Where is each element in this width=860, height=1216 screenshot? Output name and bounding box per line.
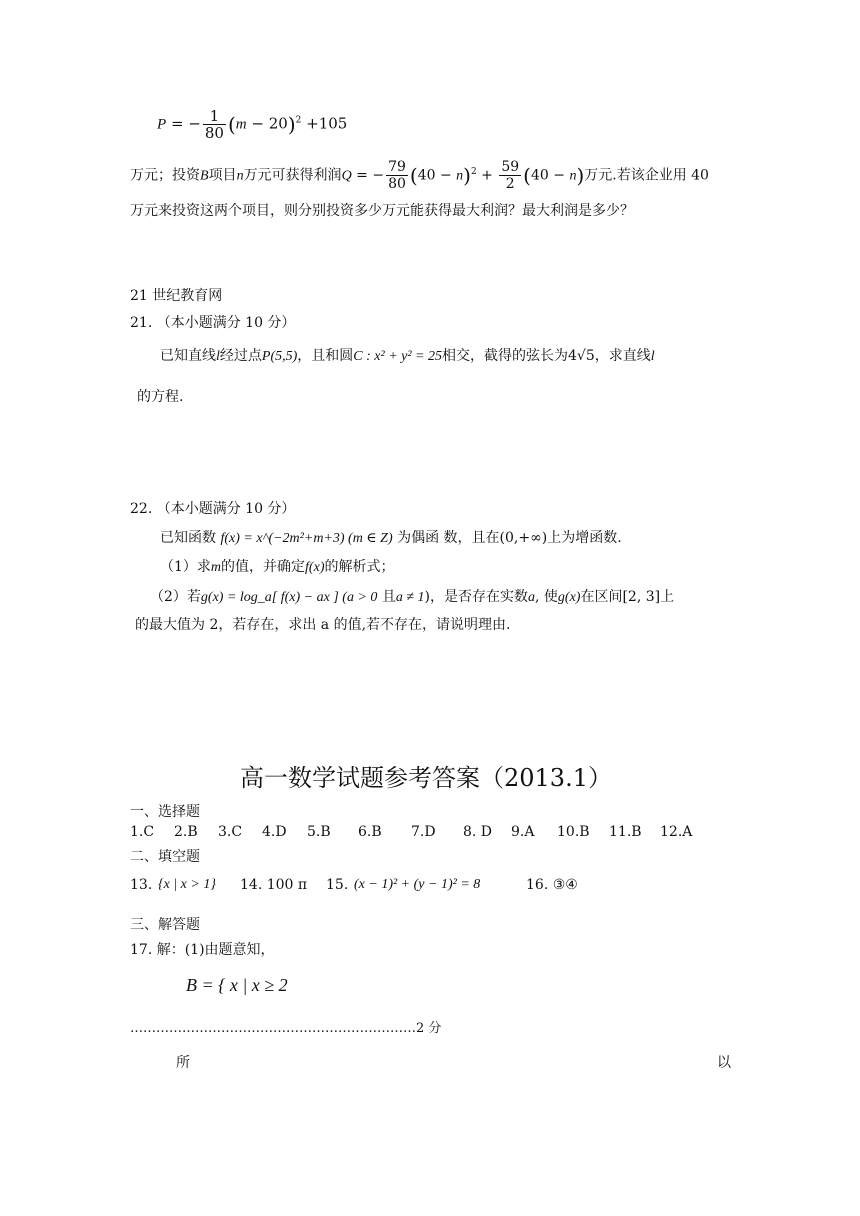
- choice-answer: 5.B: [307, 824, 331, 840]
- text: 项目: [208, 167, 237, 184]
- fill-answer-14: 14. 100 π: [240, 877, 308, 893]
- text: （2）若: [150, 589, 201, 605]
- choice-answer: 3.C: [218, 824, 243, 840]
- solution-17-intro: 17. 解：(1)由题意知，: [130, 942, 275, 958]
- text: 万元.若该企业用 40: [584, 167, 709, 184]
- text: （1）求: [160, 559, 211, 575]
- text: , 使: [535, 589, 558, 605]
- choice-answers: [0, 824, 860, 844]
- choice-answer: 10.B: [557, 824, 590, 840]
- gx-definition: g(x) = log_a[ f(x) − ax ] (a > 0: [200, 590, 378, 605]
- circle-equation: C : x² + y² = 25: [353, 349, 442, 364]
- choice-answer: 9.A: [511, 824, 535, 840]
- text: ，且和圆: [297, 348, 354, 364]
- text: 上为增函数.: [547, 530, 622, 546]
- problem22-header: 22. （本小题满分 10 分）: [130, 501, 296, 517]
- text: 经过点: [219, 348, 262, 364]
- score-dots: …………………………………………………………2 分: [130, 1021, 442, 1036]
- choice-answer: 1.C: [130, 824, 155, 840]
- interval: (0,+∞): [499, 530, 548, 546]
- fill-answer-16: 16. ③④: [526, 877, 578, 893]
- choice-answer: 8. D: [463, 824, 493, 840]
- fx: f(x): [305, 560, 325, 575]
- choice-answer: 2.B: [174, 824, 198, 840]
- var-l: l: [650, 349, 655, 364]
- answers-title: 高一数学试题参考答案（2013.1）: [240, 764, 612, 792]
- set-b: B = { x | x ≥ 2: [186, 975, 288, 995]
- function-f: f(x) = x^(−2m²+m+3) (m ∈ Z): [220, 531, 393, 546]
- problem21-line2: 的方程.: [137, 389, 184, 405]
- problem20-line3: 万元来投资这两个项目，则分别投资多少万元能获得最大利润？最大利润是多少？: [130, 203, 634, 219]
- chord-length: 4√5: [568, 348, 595, 364]
- text: 的值，并确定: [221, 559, 306, 575]
- var-m: m: [210, 560, 222, 575]
- text: ，求直线: [594, 348, 651, 364]
- a-not-one: a ≠ 1: [395, 590, 425, 605]
- gx: g(x): [557, 590, 581, 605]
- text: 万元可获得利润: [243, 167, 342, 184]
- problem22-line1: [160, 527, 622, 547]
- problem22-line2: [160, 556, 394, 576]
- section-choice: 一、选择题: [130, 804, 200, 820]
- text: 且: [381, 589, 396, 605]
- section-solve: 三、解答题: [130, 917, 200, 933]
- problem22-line3: [150, 586, 674, 606]
- fill-label: 15.: [326, 877, 349, 893]
- section-fill: 二、填空题: [130, 849, 200, 865]
- problem20-line2: 万元；投资B项目n万元可获得利润Q = − $\frac{79}{80}$ $(40 - n)^2$ + $\frac{59}{2}$ (40 − n)万元.若该企业用 40: [130, 159, 709, 193]
- var-l: l: [216, 349, 220, 364]
- point-p: P(5,5): [261, 349, 298, 364]
- text: )，是否存在实数: [424, 589, 529, 605]
- var-n: n: [236, 168, 244, 184]
- text: 相交，截得的弦长为: [442, 348, 568, 364]
- text: 在区间: [580, 589, 623, 605]
- var-b: B: [200, 168, 209, 184]
- fill-answer-13: {x | x > 1}: [158, 877, 216, 892]
- choice-answer: 7.D: [411, 824, 436, 840]
- choice-answer: 12.A: [660, 824, 693, 840]
- fill-label: 13.: [130, 877, 153, 893]
- text: 万元；投资: [130, 167, 200, 184]
- formula-p: P = − $\frac{1}{80}$ $(m - 20)^2 +105$: [157, 107, 348, 142]
- problem21-header: 21. （本小题满分 10 分）: [130, 315, 296, 331]
- fill-answer-15: (x − 1)² + (y − 1)² = 8: [354, 877, 481, 892]
- text: 已知函数: [160, 530, 216, 546]
- text: 已知直线: [160, 348, 216, 364]
- problem21-line1: [160, 345, 655, 365]
- var-a: a: [528, 590, 536, 605]
- choice-answer: 6.B: [358, 824, 382, 840]
- text: 上: [660, 589, 675, 605]
- choice-answer: 11.B: [609, 824, 642, 840]
- text-suo: 所: [176, 1055, 190, 1071]
- fill-answers: [0, 877, 860, 899]
- choice-answer: 4.D: [262, 824, 287, 840]
- text: 的解析式；: [324, 559, 395, 575]
- watermark-text: 21 世纪教育网: [130, 288, 223, 304]
- text: 为偶函 数，且在: [397, 530, 500, 546]
- text-yi: 以: [717, 1055, 731, 1071]
- interval-2-3: [2, 3]: [622, 589, 661, 605]
- problem22-line4: 的最大值为 2，若存在，求出 a 的值,若不存在，请说明理由.: [135, 617, 511, 633]
